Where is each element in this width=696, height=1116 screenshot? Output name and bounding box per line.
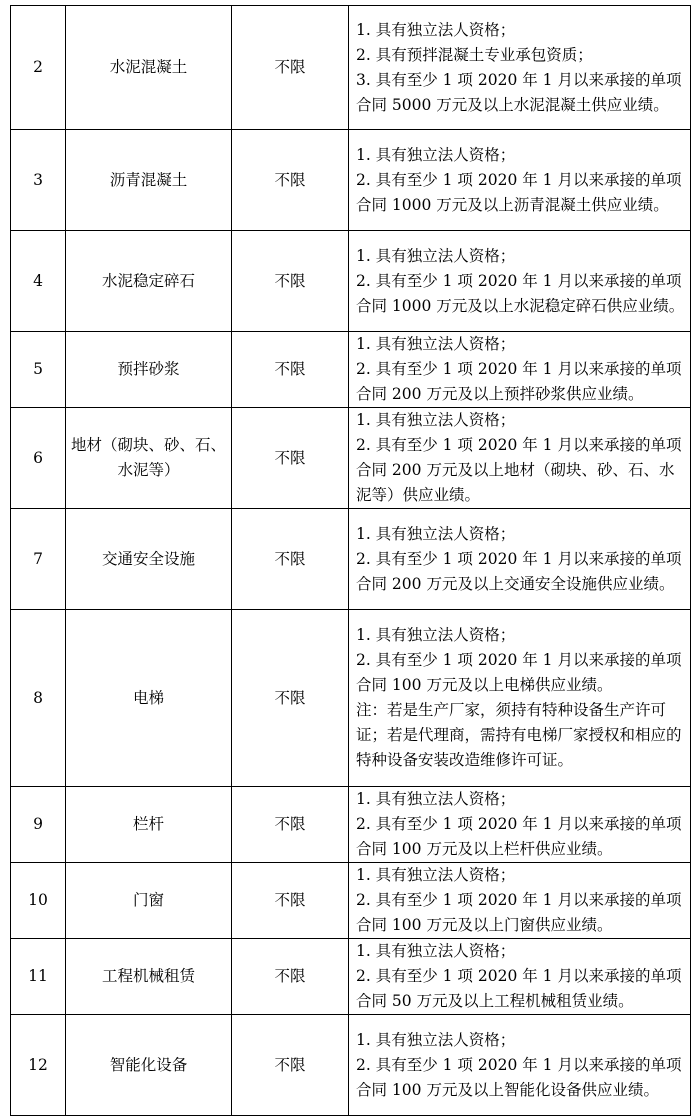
requirement-cell — [349, 231, 691, 332]
row-number: 3 — [11, 130, 66, 231]
requirement-cell — [349, 939, 691, 1015]
requirement-line: 1. 具有独立法人资格； — [356, 20, 516, 39]
material-name: 预拌砂浆 — [66, 332, 232, 408]
requirement-line: 2. 具有至少 1 项 2020 年 1 月以来承接的单项合同 200 万元及以上交通安全设施供应业绩。 — [356, 549, 682, 593]
requirement-cell — [349, 6, 691, 130]
requirement-cell — [349, 787, 691, 863]
requirement-line: 1. 具有独立法人资格； — [356, 942, 516, 960]
requirement-line: 2. 具有至少 1 项 2020 年 1 月以来承接的单项合同 50 万元及以上工程机械租赁业绩。 — [356, 967, 682, 1010]
requirement-line: 1. 具有独立法人资格； — [356, 246, 516, 265]
row-number: 8 — [11, 610, 66, 787]
requirement-line: 1. 具有独立法人资格； — [356, 145, 516, 164]
requirement-line: 1. 具有独立法人资格； — [356, 411, 516, 429]
requirement-cell — [349, 863, 691, 939]
requirement-cell — [349, 509, 691, 610]
table-row — [11, 408, 691, 509]
requirement-line: 2. 具有至少 1 项 2020 年 1 月以来承接的单项合同 200 万元及以上预拌砂浆供应业绩。 — [356, 360, 682, 403]
limit-cell: 不限 — [232, 130, 349, 231]
table-row — [11, 863, 691, 939]
requirement-line: 2. 具有至少 1 项 2020 年 1 月以来承接的单项合同 100 万元及以上栏杆供应业绩。 — [356, 815, 682, 858]
row-number: 6 — [11, 408, 66, 509]
table-row — [11, 787, 691, 863]
requirement-cell — [349, 408, 691, 509]
table-row — [11, 939, 691, 1015]
material-name: 地材（砌块、砂、石、水泥等） — [66, 408, 232, 509]
limit-cell: 不限 — [232, 408, 349, 509]
row-number: 2 — [11, 6, 66, 130]
requirement-cell — [349, 130, 691, 231]
qualification-table — [10, 5, 691, 1116]
material-name: 工程机械租赁 — [66, 939, 232, 1015]
limit-cell: 不限 — [232, 787, 349, 863]
limit-cell: 不限 — [232, 231, 349, 332]
requirement-line: 2. 具有至少 1 项 2020 年 1 月以来承接的单项合同 100 万元及以上电梯供应业绩。 — [356, 651, 682, 694]
material-name: 交通安全设施 — [66, 509, 232, 610]
table-body — [11, 6, 691, 1116]
material-name: 栏杆 — [66, 787, 232, 863]
requirement-line: 1. 具有独立法人资格； — [356, 335, 516, 353]
table-row — [11, 6, 691, 130]
material-name: 水泥稳定碎石 — [66, 231, 232, 332]
requirement-line: 2. 具有至少 1 项 2020 年 1 月以来承接的单项合同 1000 万元及以上沥青混凝土供应业绩。 — [356, 170, 682, 214]
table-row — [11, 130, 691, 231]
requirement-line: 1. 具有独立法人资格； — [356, 1030, 516, 1049]
requirement-line: 2. 具有至少 1 项 2020 年 1 月以来承接的单项合同 100 万元及以上智能化设备供应业绩。 — [356, 1055, 682, 1099]
row-number: 7 — [11, 509, 66, 610]
table-row — [11, 610, 691, 787]
requirement-line: 2. 具有预拌混凝土专业承包资质； — [356, 45, 593, 64]
row-number: 11 — [11, 939, 66, 1015]
row-number: 5 — [11, 332, 66, 408]
limit-cell: 不限 — [232, 939, 349, 1015]
material-name: 门窗 — [66, 863, 232, 939]
limit-cell: 不限 — [232, 1015, 349, 1116]
row-number: 4 — [11, 231, 66, 332]
material-name: 电梯 — [66, 610, 232, 787]
limit-cell: 不限 — [232, 509, 349, 610]
requirement-line: 3. 具有至少 1 项 2020 年 1 月以来承接的单项合同 5000 万元及以上水泥混凝土供应业绩。 — [356, 70, 682, 114]
limit-cell: 不限 — [232, 332, 349, 408]
table-row — [11, 332, 691, 408]
material-name: 智能化设备 — [66, 1015, 232, 1116]
requirement-line: 1. 具有独立法人资格； — [356, 790, 516, 808]
table-row — [11, 1015, 691, 1116]
row-number: 9 — [11, 787, 66, 863]
requirement-cell — [349, 1015, 691, 1116]
table-row — [11, 231, 691, 332]
requirement-line: 1. 具有独立法人资格； — [356, 626, 516, 644]
requirement-line: 2. 具有至少 1 项 2020 年 1 月以来承接的单项合同 200 万元及以上地材（砌块、砂、石、水泥等）供应业绩。 — [356, 436, 682, 504]
requirement-line: 2. 具有至少 1 项 2020 年 1 月以来承接的单项合同 100 万元及以上门窗供应业绩。 — [356, 891, 682, 934]
row-number: 12 — [11, 1015, 66, 1116]
requirement-line: 2. 具有至少 1 项 2020 年 1 月以来承接的单项合同 1000 万元及以上水泥稳定碎石供应业绩。 — [356, 271, 685, 315]
limit-cell: 不限 — [232, 6, 349, 130]
requirement-note: 注：若是生产厂家，须持有特种设备生产许可证；若是代理商，需持有电梯厂家授权和相应的特种设备安装改造维修许可证。 — [356, 701, 682, 769]
limit-cell: 不限 — [232, 863, 349, 939]
material-name: 沥青混凝土 — [66, 130, 232, 231]
requirement-cell — [349, 332, 691, 408]
limit-cell: 不限 — [232, 610, 349, 787]
requirement-cell — [349, 610, 691, 787]
table-row — [11, 509, 691, 610]
material-name: 水泥混凝土 — [66, 6, 232, 130]
requirement-line: 1. 具有独立法人资格； — [356, 524, 516, 543]
row-number: 10 — [11, 863, 66, 939]
requirement-line: 1. 具有独立法人资格； — [356, 866, 516, 884]
